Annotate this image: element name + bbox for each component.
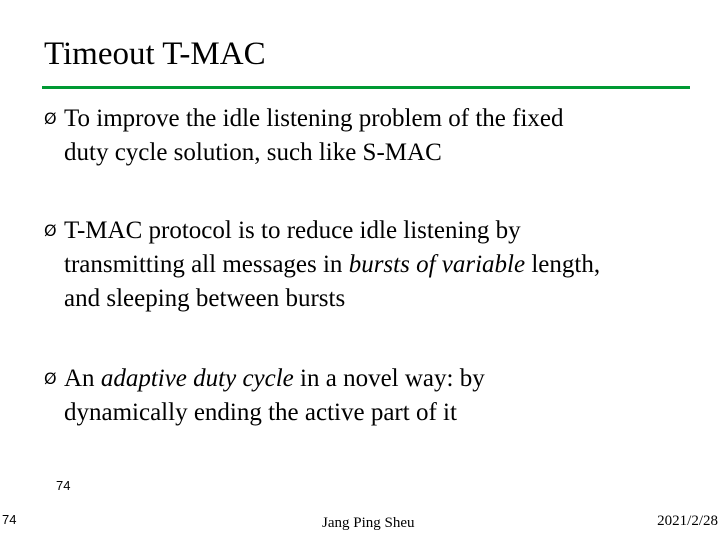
text-run: in a novel way: by (293, 365, 485, 392)
footer-author: Jang Ping Sheu (322, 515, 415, 531)
text-run: dynamically ending the active part of it (64, 399, 457, 426)
text-run: T-MAC protocol is to reduce idle listening by (64, 217, 521, 244)
bullet-line (64, 248, 694, 282)
bullet-line (64, 136, 694, 170)
title-divider (42, 86, 690, 89)
bullet-line (64, 282, 694, 316)
bullet-line (64, 214, 694, 248)
bullet-text (64, 102, 694, 170)
text-run: To improve the idle listening problem of the fixed (64, 105, 564, 132)
text-run: duty cycle solution, such like S-MAC (64, 139, 442, 166)
bullet-line (64, 362, 694, 396)
bullet-text (64, 362, 694, 430)
footer-date: 2021/2/28 (657, 513, 718, 529)
text-run: length, (525, 251, 601, 278)
slide-number: 74 (2, 512, 17, 527)
bullet-line (64, 396, 694, 430)
text-run: An (64, 365, 101, 392)
italic-run: adaptive duty cycle (100, 365, 294, 392)
arrow-bullet-icon: Ø (44, 221, 57, 240)
slide-title: Timeout T-MAC (44, 36, 266, 72)
bullet-text (64, 214, 694, 316)
italic-run: bursts of variable (348, 251, 526, 278)
text-run: and sleeping between bursts (64, 285, 346, 312)
slide-number-placeholder: 74 (56, 478, 71, 493)
bullet-line (64, 102, 694, 136)
text-run: transmitting all messages in (64, 251, 349, 278)
arrow-bullet-icon: Ø (44, 109, 57, 128)
arrow-bullet-icon: Ø (44, 369, 57, 388)
